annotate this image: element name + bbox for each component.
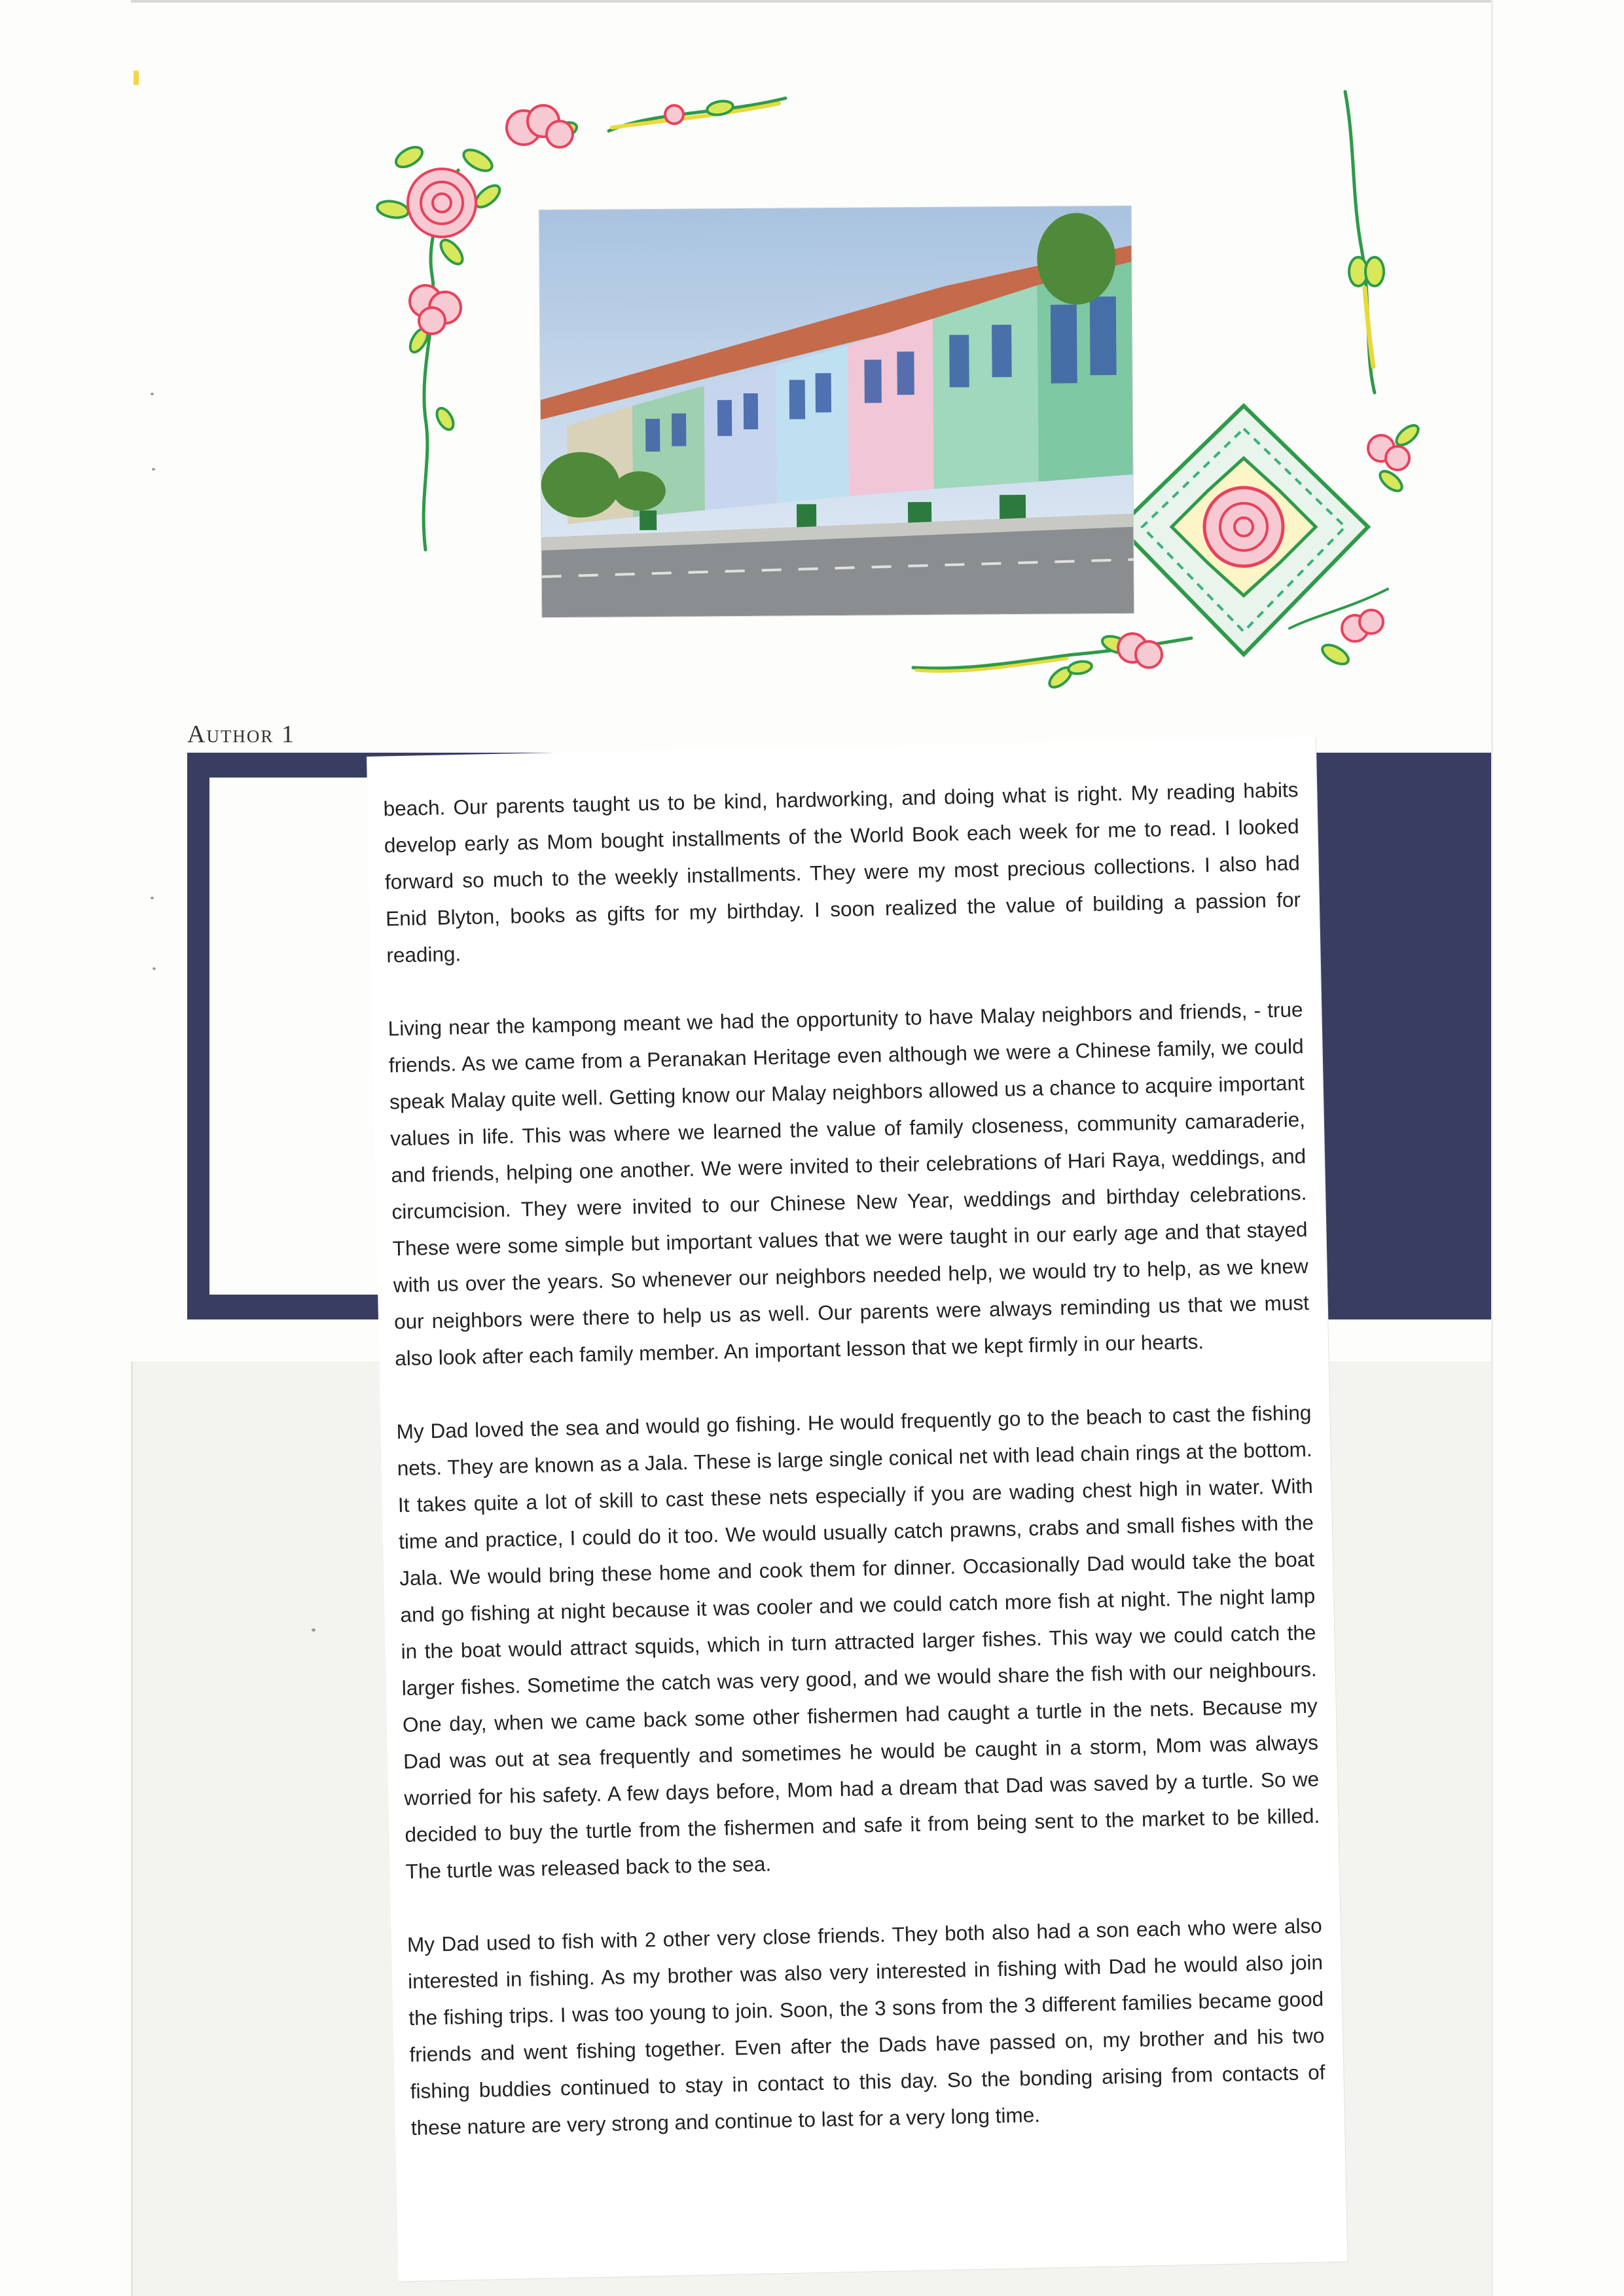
shophouse-photo — [539, 206, 1134, 617]
scan-speck — [151, 897, 154, 899]
author-label: Author 1 — [187, 721, 295, 748]
scan-speck — [153, 967, 156, 970]
paragraph-kampong: Living near the kampong meant we had the opportunity to have Malay neighbors and friends, - true friends. As we came from a Peranakan Heritage even although we were a Chinese family, we could speak Malay quite well. Getting know our Malay neighbors allowed us a chance to acquire important values in life. This was where we learned the value of family closeness, community camaraderie, and friends, helping one another. We were invited to their celebrations of Hari Raya, weddings, and circumcision. They were invited to our Chinese New Year, weddings and birthday celebrations. These were some simple but important values that we were taught in our early age and that stayed with us over the years. So whenever our neighbors needed help, we would try to help, as we knew our neighbors were there to help us as well. Our parents were always reminding us that we must also look after each family member. An important lesson that we kept firmly in our hearts. — [388, 997, 1310, 1371]
page-edge — [131, 1361, 133, 2296]
paragraph-reading: beach. Our parents taught us to be kind, hardworking, and doing what is right. My reading habits develop early as Mom bought installments of the World Book each week for me to read. I looked forward so much to the weekly installments. They were my most precious collections. I also had Enid Blyton, books as gifts for my birthday. I soon realized the value of building a passion for reading. — [383, 778, 1301, 967]
letter-body — [367, 737, 1344, 2147]
diamond-tile-doodle — [1119, 406, 1368, 655]
scan-speck — [312, 1628, 316, 1632]
paragraph-friends: My Dad used to fish with 2 other very close friends. They both also had a son each who were also interested in fishing. As my brother was also very interested in fishing with Dad he would also join the fishing trips. I was too young to join. Soon, the 3 sons from the 3 different families became good friends and went fishing together. Even after the Dads have passed on, my brother and his two fishing buddies continued to stay in contact to this day. So the bonding arising from contacts of these nature are very strong and continue to last for a very long time. — [406, 1913, 1326, 2140]
paragraph-fishing: My Dad loved the sea and would go fishing. He would frequently go to the beach to cast the fishing nets. They are known as a Jala. These is large single conical net with lead chain rings at the bottom. It takes quite a lot of skill to cast these nets especially if you are wading chest high in water. With time and practice, I could do it too. We would usually catch prawns, crabs and small fishes with the Jala. We would bring these home and cook them for dinner. Occasionally Dad would take the boat and go fishing at night because it was cooler and we could catch more fish at night. The night lamp in the boat would attract squids, which in turn attracted larger fishes. This way we could catch the larger fishes. Sometime the catch was very good, and we would share the fish with our neighbours. One day, when we came back some other fishermen had caught a turtle in the nets. Because my Dad was out at sea frequently and sometimes he would be caught in a storm, Mom was always worried for his safety. A few days before, Mom had a dream that Dad was saved by a turtle. So we decided to buy the turtle from the fishermen and safe it from being sent to the market to be killed. The turtle was released back to the sea. — [396, 1400, 1320, 1884]
letter-sheet — [367, 737, 1347, 2282]
